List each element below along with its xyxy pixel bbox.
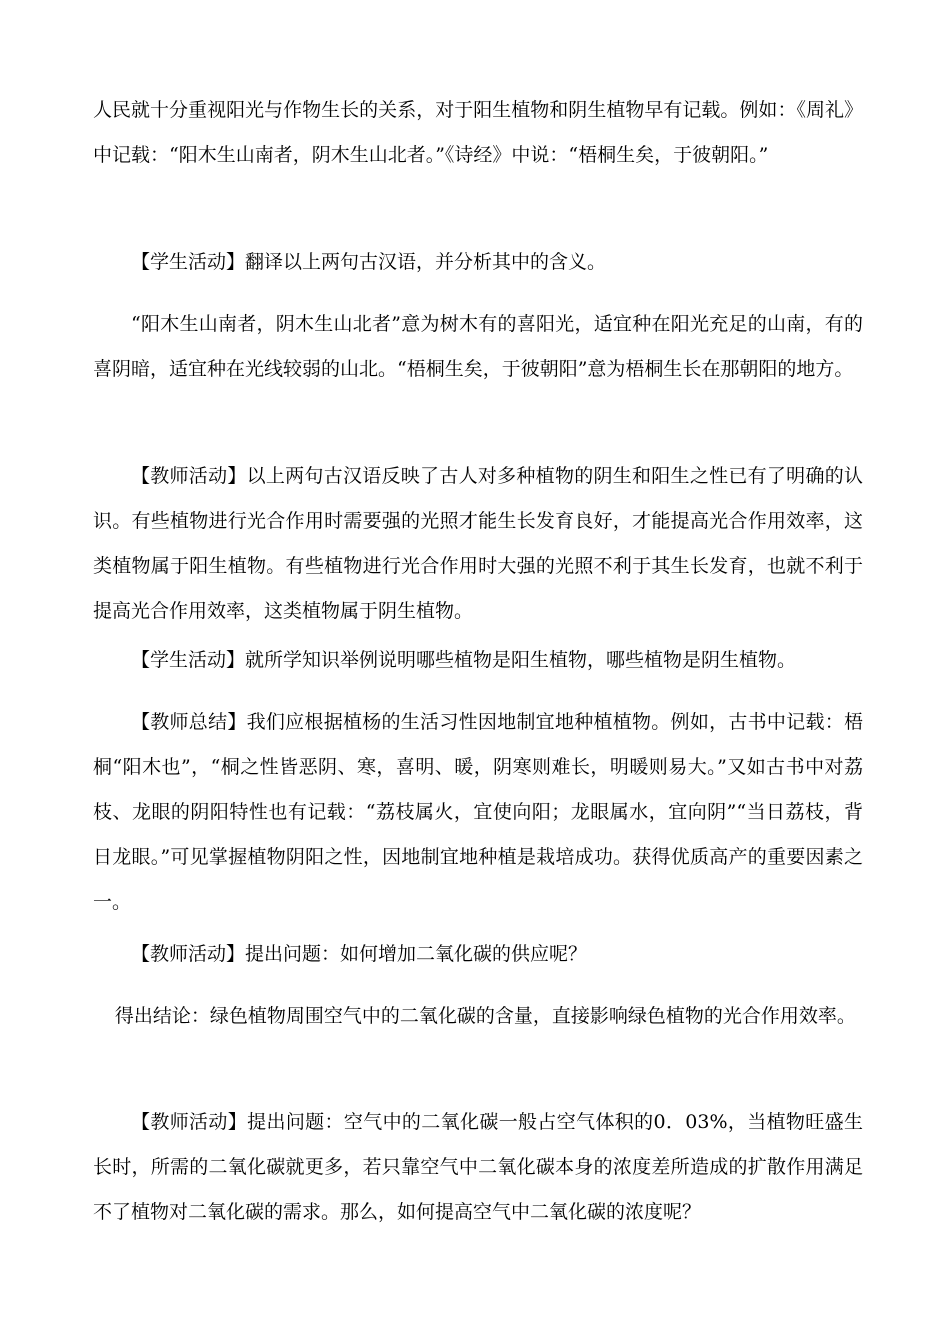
paragraph-translation: “阳木生山南者，阴木生山北者”意为树木有的喜阳光，适宜种在阳光充足的山南，有的喜阴暗，适宜种在光线较弱的山北。“梧桐生矣，于彼朝阳”意为梧桐生长在那朝阳的地方。: [93, 313, 863, 380]
paragraph-student-activity-1: 【学生活动】翻译以上两句古汉语，并分析其中的含义。: [131, 251, 607, 273]
paragraph-student-activity-2: 【学生活动】就所学知识举例说明哪些植物是阳生植物，哪些植物是阴生植物。: [131, 649, 797, 671]
paragraph-teacher-summary: 【教师总结】我们应根据植杨的生活习性因地制宜地种植植物。例如，古书中记载：梧桐“阳木也”，“桐之性皆恶阴、寒，喜明、暖，阴寒则难长，明暖则易大。”又如古书中对荔枝、龙眼的阴阳特性也有记载：“荔枝属火，宜使向阳；龙眼属水，宜向阴”“当日荔枝，背日龙眼。”可见掌握植物阴阳之性，因地制宜地种植是栽培成功。获得优质高产的重要因素之一。: [93, 711, 863, 913]
paragraph-teacher-activity-2: 【教师活动】提出问题：如何增加二氧化碳的供应呢？: [131, 943, 588, 965]
paragraph-teacher-activity-1: 【教师活动】以上两句古汉语反映了古人对多种植物的阴生和阳生之性已有了明确的认识。有些植物进行光合作用时需要强的光照才能生长发育良好，才能提高光合作用效率，这类植物属于阳生植物。有些植物进行光合作用时大强的光照不利于其生长发育，也就不利于提高光合作用效率，这类植物属于阴生植物。: [93, 465, 863, 622]
paragraph-conclusion: 得出结论：绿色植物周围空气中的二氧化碳的含量，直接影响绿色植物的光合作用效率。: [114, 1005, 856, 1027]
paragraph-teacher-activity-3: 【教师活动】提出问题：空气中的二氧化碳一般占空气体积的0．03%，当植物旺盛生长时，所需的二氧化碳就更多，若只靠空气中二氧化碳本身的浓度差所造成的扩散作用满足不了植物对二氧化碳的需求。那么，如何提高空气中二氧化碳的浓度呢？: [93, 1111, 863, 1223]
paragraph-intro: 人民就十分重视阳光与作物生长的关系，对于阳生植物和阴生植物早有记载。例如：《周礼》中记载：“阳木生山南者，阴木生山北者。”《诗经》中说：“梧桐生矣，于彼朝阳。”: [93, 99, 863, 166]
